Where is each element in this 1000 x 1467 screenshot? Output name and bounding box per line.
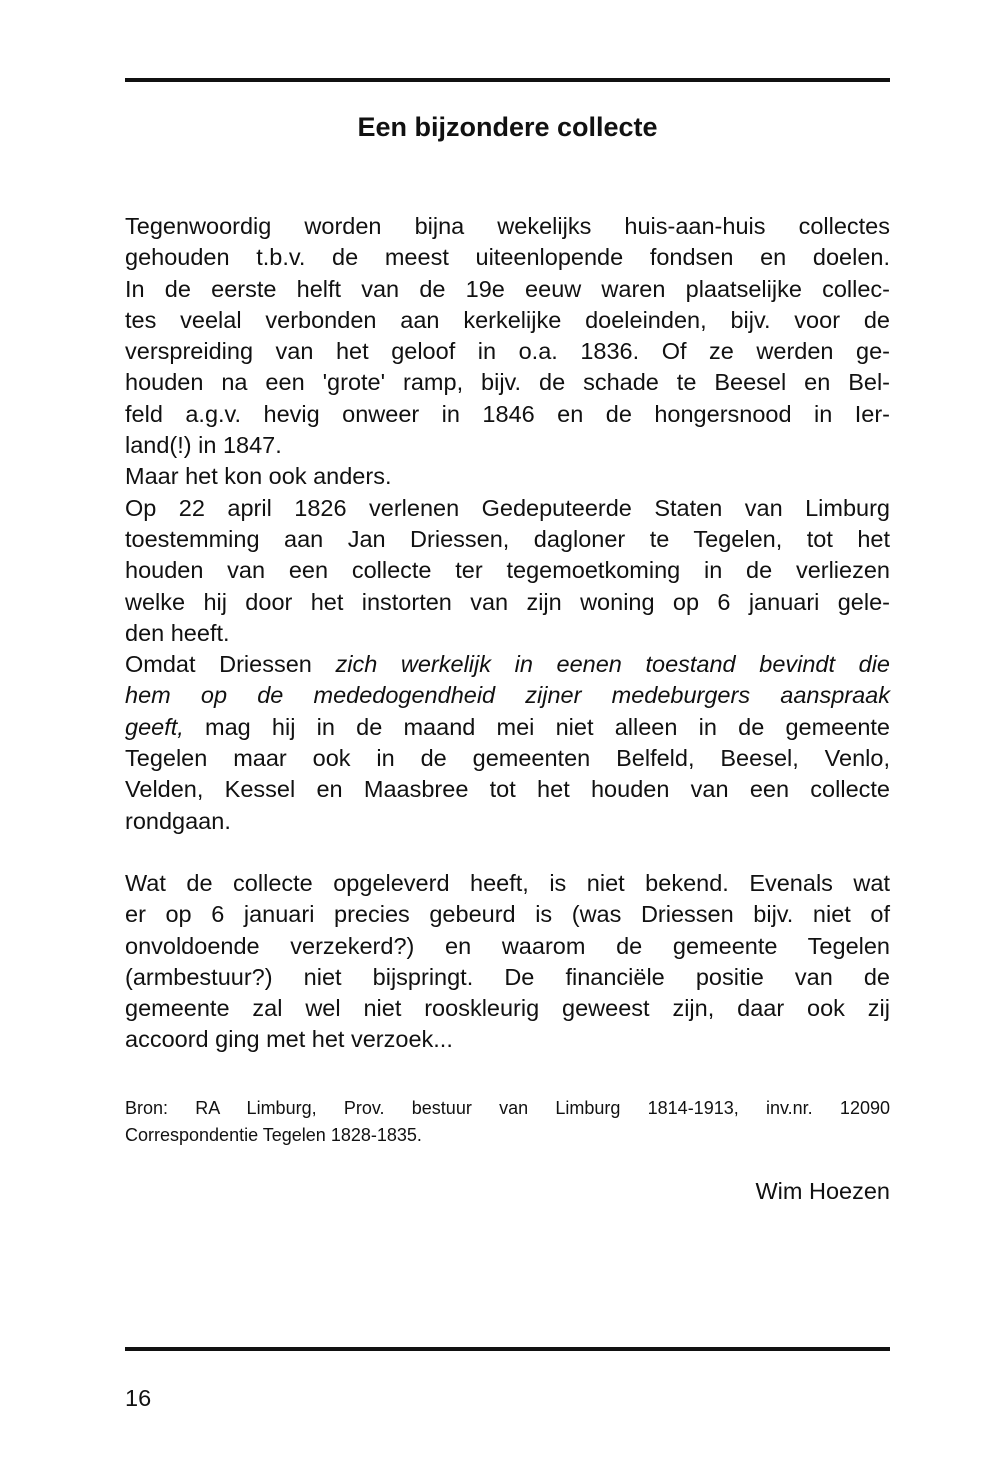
text-line: Tegelen maar ook in de gemeenten Belfeld, Beesel, Venlo, [125, 745, 890, 772]
article-body [125, 211, 890, 1056]
text-line: In de eerste helft van de 19e eeuw waren plaatselijke collec- [125, 275, 890, 302]
text-line: houden van een collecte ter tegemoetkoming in de verliezen [125, 557, 890, 584]
text-line: onvoldoende verzekerd?) en waarom de gemeente Tegelen [125, 932, 890, 959]
text-line: Op 22 april 1826 verlenen Gedeputeerde Staten van Limburg [125, 494, 890, 521]
article-title: Een bijzondere collecte [357, 112, 658, 142]
page-number: 16 [125, 1385, 152, 1411]
text-line: den heeft. [125, 619, 230, 646]
text-line [125, 712, 890, 743]
text-line: tes veelal verbonden aan kerkelijke doeleinden, bijv. voor de [125, 306, 890, 333]
text-line: Velden, Kessel en Maasbree tot het houden van een collecte [125, 776, 890, 803]
text-line: gehouden t.b.v. de meest uiteenlopende fondsen en doelen. [125, 244, 890, 271]
text-span: mag hij in de maand mei niet alleen in de gemeente [183, 713, 890, 740]
quoted-text: hem op de mededogendheid zijner medeburgers aanspraak [125, 682, 890, 709]
paragraph-intro [125, 211, 890, 461]
text-line: gemeente zal wel niet rooskleurig geweest zijn, daar ook zij [125, 995, 890, 1022]
source-line: Bron: RA Limburg, Prov. bestuur van Limburg 1814-1913, inv.nr. 12090 [125, 1098, 890, 1118]
text-line: welke hij door het instorten van zijn woning op 6 januari gele- [125, 588, 890, 615]
source-line: Correspondentie Tegelen 1828-1835. [125, 1125, 422, 1145]
paragraph-permission [125, 493, 890, 649]
author-name: Wim Hoezen [755, 1178, 890, 1204]
text-line: feld a.g.v. hevig onweer in 1846 en de hongersnood in Ier- [125, 400, 890, 427]
text-line: verspreiding van het geloof in o.a. 1836. Of ze werden ge- [125, 338, 890, 365]
bottom-rule [125, 1347, 890, 1351]
text-line [125, 680, 890, 711]
text-line: rondgaan. [125, 807, 231, 834]
paragraph-quote [125, 649, 890, 837]
text-line: er op 6 januari precies gebeurd is (was Driessen bijv. niet of [125, 901, 890, 928]
text-line [125, 649, 890, 680]
text-line: Maar het kon ook anders. [125, 463, 392, 490]
text-line: Tegenwoordig worden bijna wekelijks huis-aan-huis collectes [125, 213, 890, 239]
text-line: toestemming aan Jan Driessen, dagloner te Tegelen, tot het [125, 525, 890, 552]
text-line: Wat de collecte opgeleverd heeft, is niet bekend. Evenals wat [125, 869, 890, 896]
quoted-text: zich werkelijk in eenen toestand bevindt die [335, 651, 890, 678]
top-rule [125, 78, 890, 82]
paragraph-conclusion [125, 868, 890, 1056]
text-line: land(!) in 1847. [125, 432, 282, 459]
text-span: Omdat Driessen [125, 651, 336, 678]
paragraph-transition [125, 461, 890, 492]
source-citation [125, 1095, 890, 1149]
text-line: houden na een 'grote' ramp, bijv. de schade te Beesel en Bel- [125, 369, 890, 396]
text-line: accoord ging met het verzoek... [125, 1026, 453, 1053]
paragraph-gap [125, 837, 890, 868]
quoted-text: geeft, [125, 713, 184, 740]
text-line: (armbestuur?) niet bijspringt. De financiële positie van de [125, 963, 890, 990]
